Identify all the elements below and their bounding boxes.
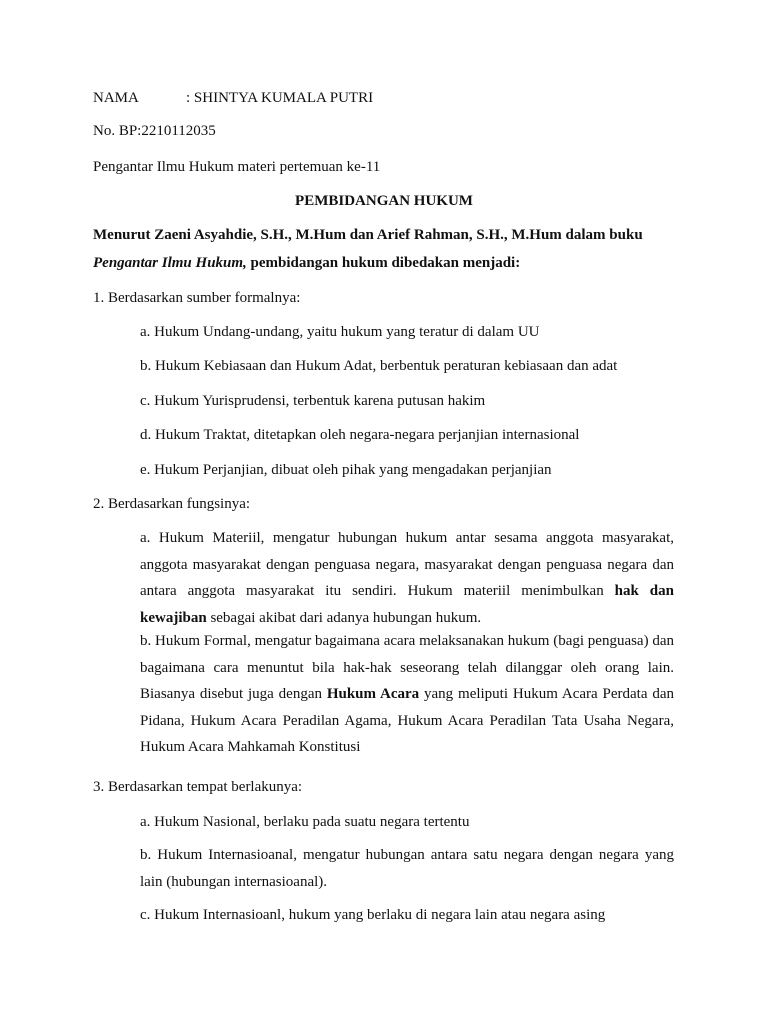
section2-item-b bbox=[140, 628, 674, 761]
book-title: Pengantar Ilmu Hukum, bbox=[93, 255, 247, 271]
section2-item-a-text: a. Hukum Materiil, mengatur hubungan hukum antar sesama anggota masyarakat, anggota masyarakat dengan penguasa negara, masyarakat dengan penguasa negara dan antara anggota masyarakat itu sendiri. Hukum materiil menimbulkan bbox=[140, 530, 674, 599]
name-label: NAMA bbox=[93, 90, 139, 106]
section1-item-a: a. Hukum Undang-undang, yaitu hukum yang teratur di dalam UU bbox=[140, 324, 540, 340]
section1-heading: 1. Berdasarkan sumber formalnya: bbox=[93, 290, 301, 306]
name-row bbox=[93, 88, 374, 108]
section1-item-b: b. Hukum Kebiasaan dan Hukum Adat, berbentuk peraturan kebiasaan dan adat bbox=[140, 358, 618, 374]
section3-item-a: a. Hukum Nasional, berlaku pada suatu negara tertentu bbox=[140, 814, 470, 830]
intro-line-2 bbox=[93, 253, 520, 273]
bp-number: No. BP:2210112035 bbox=[93, 123, 216, 139]
section1-item-e: e. Hukum Perjanjian, dibuat oleh pihak yang mengadakan perjanjian bbox=[140, 462, 552, 478]
intro-line-1: Menurut Zaeni Asyahdie, S.H., M.Hum dan Arief Rahman, S.H., M.Hum dalam buku bbox=[93, 227, 643, 243]
section1-item-d: d. Hukum Traktat, ditetapkan oleh negara-negara perjanjian internasional bbox=[140, 427, 580, 443]
section2-heading: 2. Berdasarkan fungsinya: bbox=[93, 496, 251, 512]
section2-item-a-tail: sebagai akibat dari adanya hubungan hukum. bbox=[206, 609, 482, 626]
course-line: Pengantar Ilmu Hukum materi pertemuan ke-11 bbox=[93, 159, 381, 175]
section3-item-c: c. Hukum Internasioanl, hukum yang berlaku di negara lain atau negara asing bbox=[140, 907, 606, 923]
document-title: PEMBIDANGAN HUKUM bbox=[295, 193, 473, 209]
section2-item-b-text: b. Hukum Formal, mengatur bagaimana acara melaksanakan hukum (bagi penguasa) dan bagaimana cara menuntut bila hak-hak seseorang telah dilanggar oleh orang lain. Biasanya disebut juga dengan bbox=[140, 633, 674, 702]
section2-item-a bbox=[140, 525, 674, 631]
section2-item-a-bold: hak dan kewajiban bbox=[140, 583, 674, 626]
section2-item-b-bold: Hukum Acara bbox=[326, 686, 420, 702]
name-value: : SHINTYA KUMALA PUTRI bbox=[186, 90, 374, 106]
section3-item-b: b. Hukum Internasioanal, mengatur hubungan antara satu negara dengan negara yang lain (hubungan internasioanal). bbox=[140, 847, 674, 890]
section1-item-c: c. Hukum Yurisprudensi, terbentuk karena putusan hakim bbox=[140, 393, 486, 409]
intro-line-2-rest: pembidangan hukum dibedakan menjadi: bbox=[246, 255, 521, 271]
section2-item-b-tail: yang meliputi Hukum Acara Perdata dan Pidana, Hukum Acara Peradilan Agama, Hukum Acara Peradilan Tata Usaha Negara, Hukum Acara Mahkamah Konstitusi bbox=[140, 686, 674, 755]
section3-heading: 3. Berdasarkan tempat berlakunya: bbox=[93, 779, 303, 795]
